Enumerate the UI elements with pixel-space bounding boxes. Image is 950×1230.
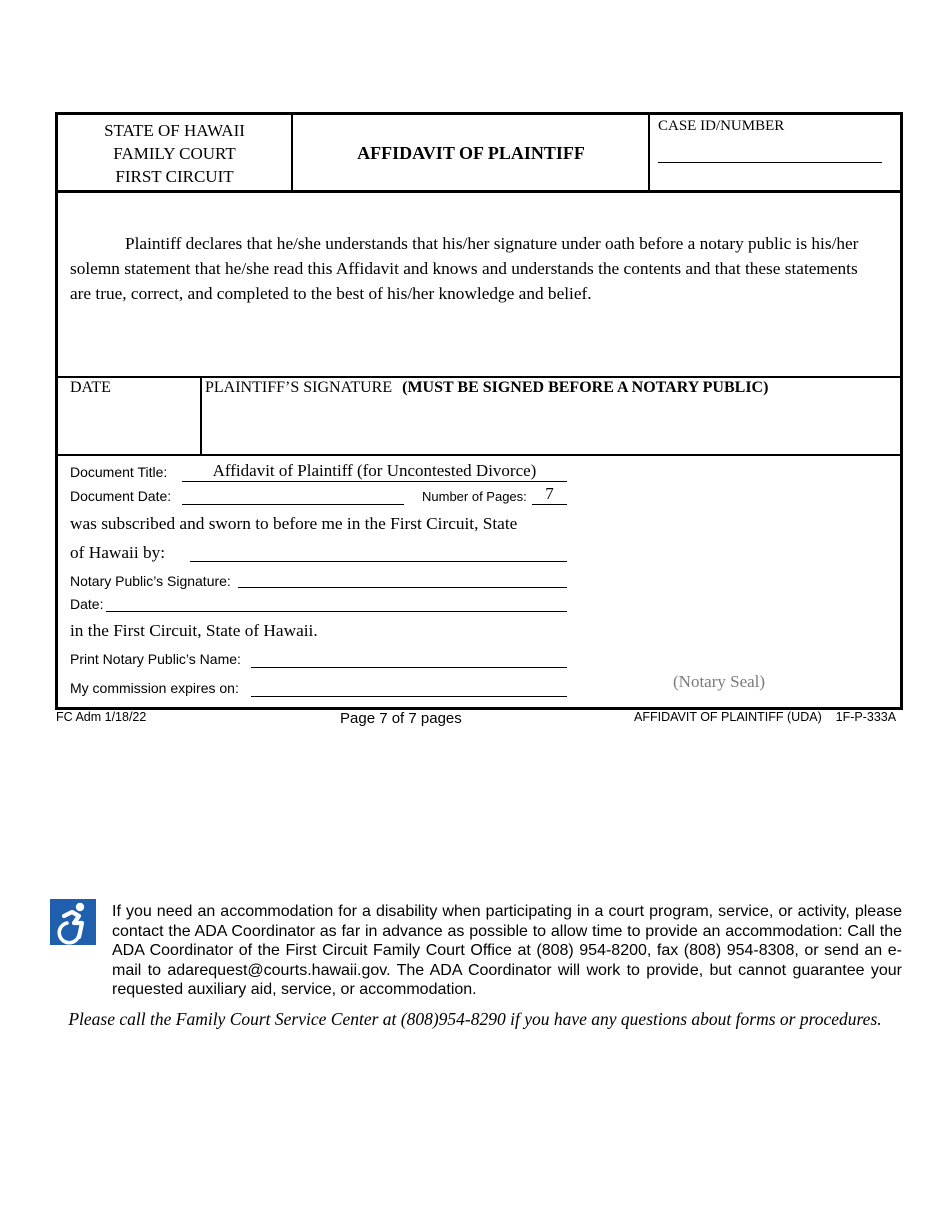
form-revision: FC Adm 1/18/22 (56, 710, 147, 724)
subscribed-line-1: was subscribed and sworn to before me in the First Circuit, State (70, 514, 518, 533)
notary-date-label: Date: (70, 596, 104, 612)
print-name-field[interactable] (251, 667, 567, 668)
document-date-field[interactable] (182, 504, 404, 505)
document-title-underline (182, 481, 567, 482)
notary-signature-field[interactable] (238, 587, 567, 588)
number-of-pages-label: Number of Pages: (422, 489, 527, 504)
circuit-text: in the First Circuit, State of Hawaii. (70, 621, 318, 640)
notary-signature-label: Notary Public’s Signature: (70, 573, 231, 589)
case-id-label: CASE ID/NUMBER (658, 118, 785, 134)
help-line: Please call the Family Court Service Center at (808)954-8290 if you have any questions about forms or procedures. (68, 1009, 882, 1029)
court-line-state: STATE OF HAWAII (104, 120, 245, 140)
header-divider (58, 190, 900, 193)
number-of-pages-value[interactable]: 7 (545, 484, 554, 503)
date-field[interactable] (58, 400, 198, 455)
print-name-label: Print Notary Public’s Name: (70, 651, 241, 667)
affidavit-form (55, 112, 903, 710)
signature-label-text: PLAINTIFF’S SIGNATURE (205, 379, 393, 396)
divider (58, 454, 900, 456)
divider (648, 115, 650, 191)
notary-date-field[interactable] (106, 611, 567, 612)
sworn-by-field[interactable] (190, 561, 567, 562)
declaration-text: Plaintiff declares that he/she understands that his/her signature under oath before a notary public is his/her solemn statement that he/she read this Affidavit and knows and understands the contents and that these statements are true, correct, and completed to the best of his/her knowledge and belief. (70, 234, 859, 303)
subscribed-line-2: of Hawaii by: (70, 543, 166, 562)
divider (291, 115, 293, 191)
signature-label (205, 379, 768, 397)
court-name (58, 115, 291, 191)
commission-label: My commission expires on: (70, 680, 239, 696)
date-label: DATE (70, 379, 111, 396)
court-line-circuit: FIRST CIRCUIT (115, 166, 234, 186)
document-title-label: Document Title: (70, 464, 168, 480)
number-of-pages-underline (532, 504, 567, 505)
ada-notice: If you need an accommodation for a disability when participating in a court program, service, or activity, please contact the ADA Coordinator as far in advance as possible to allow time to provide an accommodation: Call the ADA Coordinator of the First Circuit Family Court Office at (808) 954-8200, fax (808) 954-8308, or send an e-mail to adarequest@courts.hawaii.gov. The ADA Coordinator will work to provide, but cannot guarantee your requested auxiliary aid, service, or accommodation. (112, 903, 902, 999)
divider (200, 376, 202, 455)
divider (58, 376, 900, 378)
page-number: Page 7 of 7 pages (340, 710, 462, 727)
form-id: AFFIDAVIT OF PLAINTIFF (UDA) 1F-P-333A (634, 710, 897, 724)
document-title: AFFIDAVIT OF PLAINTIFF (357, 142, 585, 163)
document-title-value[interactable]: Affidavit of Plaintiff (for Uncontested Divorce) (212, 461, 537, 480)
case-id-field[interactable] (658, 118, 898, 188)
commission-expires-field[interactable] (251, 696, 567, 697)
plaintiff-signature-field[interactable] (203, 400, 903, 455)
document-date-label: Document Date: (70, 488, 172, 504)
case-id-underline (658, 162, 882, 163)
signature-note: (MUST BE SIGNED BEFORE A NOTARY PUBLIC) (402, 379, 769, 396)
accessibility-icon (50, 899, 96, 945)
court-line-court: FAMILY COURT (113, 143, 236, 163)
notary-seal-label: (Notary Seal) (673, 672, 766, 691)
